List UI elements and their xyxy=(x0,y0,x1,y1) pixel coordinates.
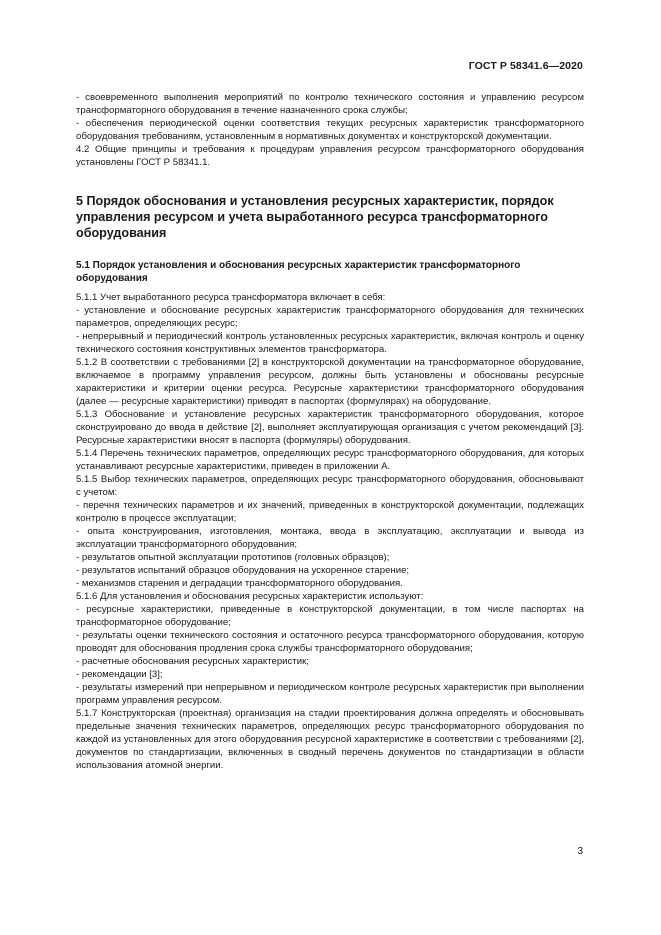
list-item: - установление и обоснование ресурсных характеристик трансформаторного оборудования для технических параметров, определяющих ресурс; xyxy=(76,305,584,329)
document-header: ГОСТ Р 58341.6—2020 xyxy=(468,60,583,72)
list-item: - расчетные обоснования ресурсных характеристик; xyxy=(76,656,309,667)
paragraph: 5.1.4 Перечень технических параметров, определяющих ресурс трансформаторного оборудования, для которых устанавливают ресурсные характеристики, приведен в приложении А. xyxy=(76,448,584,472)
paragraph: 5.1.3 Обоснование и установление ресурсных характеристик трансформаторного оборудования, которое сконструировано до ввода в действие [2], выполняет эксплуатирующая организация с учетом рекомендаций [3]. Ресурсные характеристики вносят в паспорта (формуляры) оборудования. xyxy=(76,409,584,446)
page-number: 3 xyxy=(577,846,583,857)
list-item: - результаты измерений при непрерывном и периодическом контроле ресурсных характеристик при выполнении программ управления ресурсом. xyxy=(76,682,584,706)
paragraph: 5.1.5 Выбор технических параметров, определяющих ресурс трансформаторного оборудования, обосновывают с учетом: xyxy=(76,474,584,498)
section-5-1-heading: 5.1 Порядок установления и обоснования ресурсных характеристик трансформаторного оборудования xyxy=(76,260,521,284)
intro-item-2: - обеспечения периодической оценки соответствия текущих ресурсных характеристик трансформаторного оборудования требованиям, установленным в нормативных документах и конструкторской документации. xyxy=(76,118,584,142)
list-item: - рекомендации [3]; xyxy=(76,669,163,680)
list-item: - результатов испытаний образцов оборудования на ускоренное старение; xyxy=(76,565,410,576)
paragraph: 5.1.1 Учет выработанного ресурса трансформатора включает в себя: xyxy=(76,292,386,303)
paragraph: 5.1.2 В соответствии с требованиями [2] в конструкторской документации на трансформаторное оборудование, включаемое в программу управления ресурсом, должны быть установлены и обоснованы ресурсные характеристики и критерии оценки ресурса. Ресурсные характеристики трансформаторного оборудования (далее — ресурсные характеристики) приводят в паспортах (формулярах) на оборудование. xyxy=(76,357,584,407)
paragraph: 5.1.7 Конструкторская (проектная) организация на стадии проектирования должна определять и обосновывать предельные значения технических параметров, определяющих ресурс трансформаторного оборудования по каждой из установленных для этого оборудования ресурсной характеристике в соответствии с требованиями [2], документов по стандартизации, включенных в сводный перечень документов по стандартизации в области использования атомной энергии. xyxy=(76,708,584,771)
list-item: - результатов опытной эксплуатации прототипов (головных образцов); xyxy=(76,552,390,563)
list-item: - опыта конструирования, изготовления, монтажа, ввода в эксплуатацию, эксплуатации и вывода из эксплуатации трансформаторного оборудования; xyxy=(76,526,584,550)
paragraph: 5.1.6 Для установления и обоснования ресурсных характеристик используют: xyxy=(76,591,424,602)
list-item: - механизмов старения и деградации трансформаторного оборудования. xyxy=(76,578,403,589)
list-item: - непрерывный и периодический контроль установленных ресурсных характеристик, включая контроль и оценку технического состояния конструктивных элементов трансформатора. xyxy=(76,331,584,355)
list-item: - перечня технических параметров и их значений, приведенных в конструкторской документации, подлежащих контролю в процессе эксплуатации; xyxy=(76,500,584,524)
intro-item-1: - своевременного выполнения мероприятий по контролю технического состояния и управлению ресурсом трансформаторного оборудования в течение назначенного срока службы; xyxy=(76,92,584,116)
clause-4-2: 4.2 Общие принципы и требования к процедурам управления ресурсом трансформаторного оборудования установлены ГОСТ Р 58341.1. xyxy=(76,144,584,168)
document-body xyxy=(76,91,584,772)
section-5-heading: 5 Порядок обоснования и установления ресурсных характеристик, порядок управления ресурсом и учета выработанного ресурса трансформаторного оборудования xyxy=(76,194,554,240)
list-item: - результаты оценки технического состояния и остаточного ресурса трансформаторного оборудования, которую проводят для обоснования продления срока службы трансформаторного оборудования; xyxy=(76,630,584,654)
list-item: - ресурсные характеристики, приведенные в конструкторской документации, в том числе паспортах на трансформаторное оборудование; xyxy=(76,604,584,628)
